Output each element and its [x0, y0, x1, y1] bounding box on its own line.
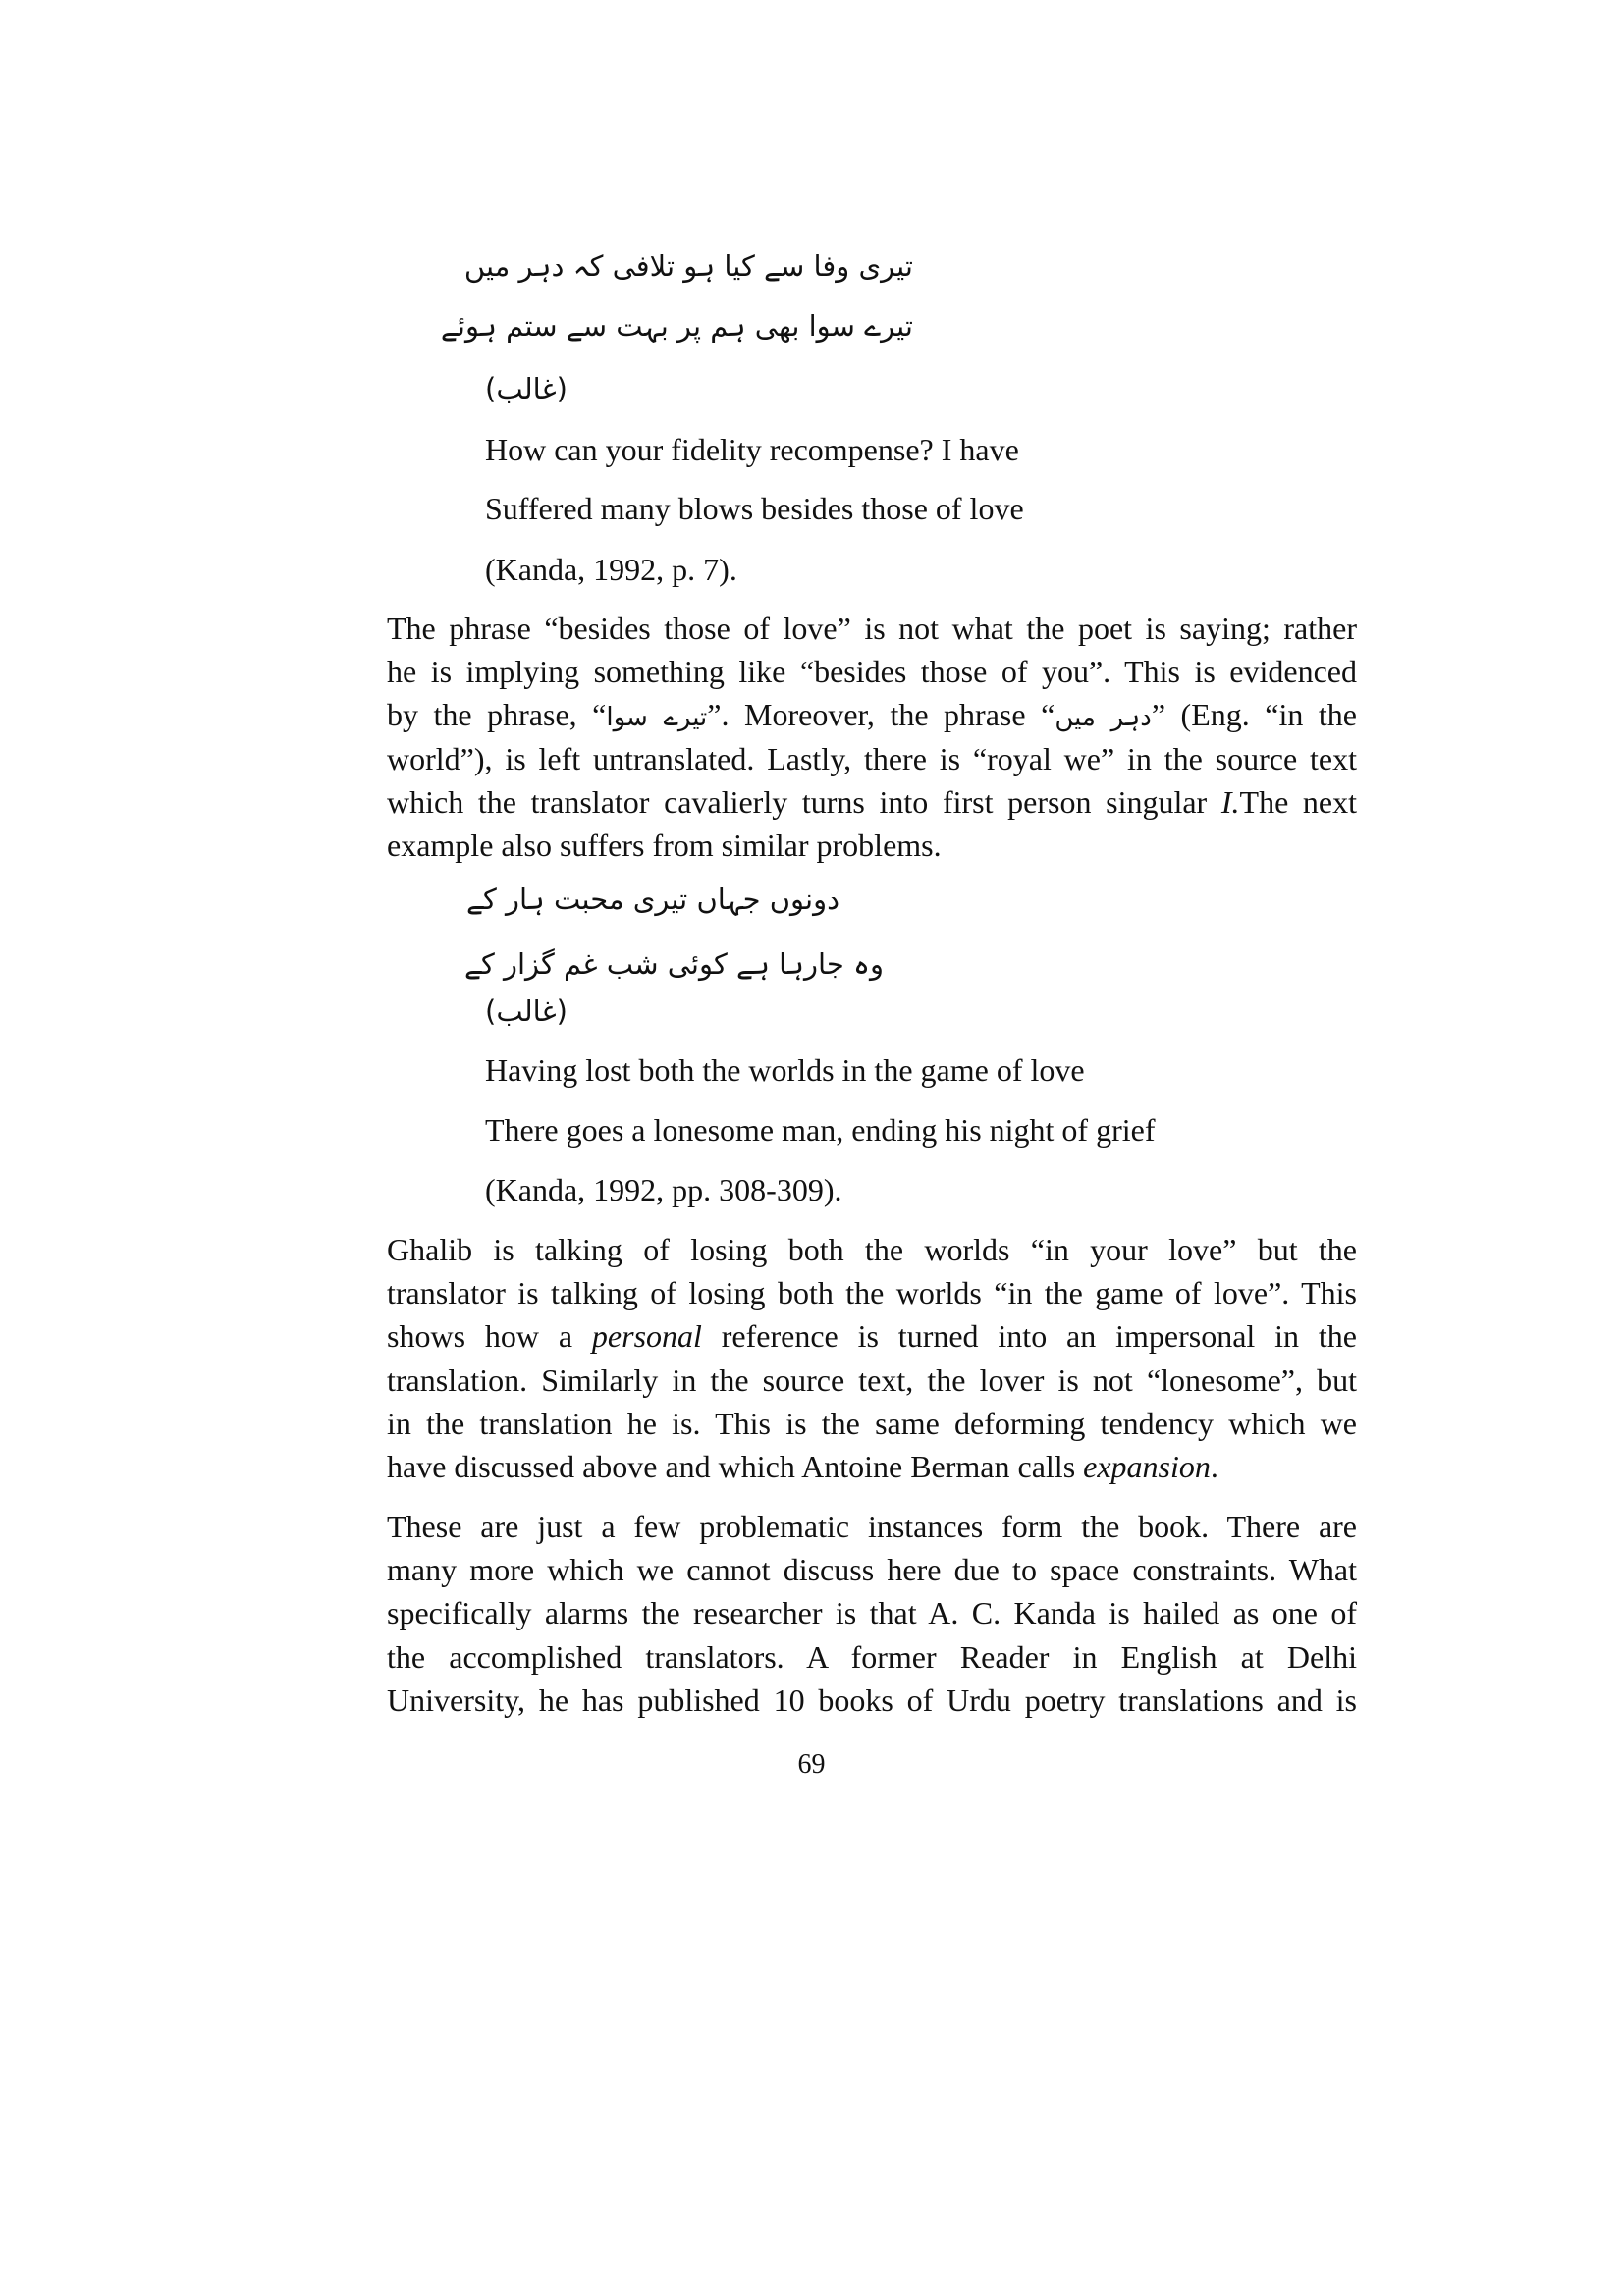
paragraph-2-line: in the translation he is. This is the same deforming tendency which we [387, 1405, 1357, 1441]
paragraph-1-line: example also suffers from similar problems. [387, 827, 942, 863]
verse1-urdu-line2: تیرے سوا بھی ہم پر بہت سے ستم ہوئے [440, 309, 913, 343]
paragraph-2-line: shows how a personal reference is turned into an impersonal in the [387, 1318, 1358, 1355]
paragraph-2-line: translator is talking of losing both the worlds “in the game of love”. This [387, 1275, 1357, 1311]
verse2-english-line1: Having lost both the worlds in the game of love [485, 1052, 1085, 1088]
verse1-citation: (Kanda, 1992, p. 7). [485, 552, 737, 587]
page-number: 69 [797, 1749, 826, 1780]
paragraph-3-line: many more which we cannot discuss here due to space constraints. What [387, 1552, 1357, 1588]
verse2-urdu-line1: دونوں جہاں تیری محبت ہار کے [465, 882, 839, 916]
paragraph-2-line: have discussed above and which Antoine Berman calls expansion. [387, 1448, 1218, 1484]
inline-urdu-phrase: دہر میں [1055, 703, 1152, 733]
paragraph-2-line: translation. Similarly in the source text, the lover is not “lonesome”, but [387, 1362, 1357, 1398]
paragraph-1-line: The phrase “besides those of love” is not what the poet is saying; rather [387, 611, 1357, 646]
paragraph-1-line: by the phrase, “تیرے سوا”. Moreover, the phrase “دہر میں” (Eng. “in the [387, 697, 1358, 733]
inline-urdu-phrase: تیرے سوا [606, 703, 708, 733]
paragraph-3-line: the accomplished translators. A former Reader in English at Delhi [387, 1638, 1357, 1675]
paragraph-1-line: he is implying something like “besides those of you”. This is evidenced [387, 654, 1357, 690]
paragraph-3 [387, 1505, 1357, 1722]
verse2-citation: (Kanda, 1992, pp. 308-309). [485, 1172, 842, 1207]
paragraph-3-line: These are just a few problematic instances form the book. There are [387, 1509, 1357, 1544]
verse1-urdu-line1: تیری وفا سے کیا ہو تلافی کہ دہر میں [463, 249, 913, 283]
verse1-english-line1: How can your fidelity recompense? I have [485, 432, 1019, 467]
verse1-english-line2: Suffered many blows besides those of love [485, 491, 1024, 526]
paragraph-1 [387, 607, 1357, 867]
verse2-english-line2: There goes a lonesome man, ending his night of grief [485, 1112, 1156, 1148]
paragraph-1-line: world”), is left untranslated. Lastly, there is “royal we” in the source text [387, 740, 1357, 776]
paragraph-2-line: Ghalib is talking of losing both the worlds “in your love” but the [387, 1232, 1357, 1267]
paragraph-1-line: which the translator cavalierly turns into first person singular I.The next [387, 783, 1358, 820]
paragraph-3-line: University, he has published 10 books of Urdu poetry translations and is [387, 1682, 1357, 1718]
verse2-urdu-attribution: (غالب) [485, 994, 568, 1028]
paragraph-2 [387, 1228, 1357, 1488]
paragraph-3-line: specifically alarms the researcher is that A. C. Kanda is hailed as one of [387, 1595, 1357, 1631]
verse1-urdu-attribution: (غالب) [485, 372, 568, 405]
verse2-urdu-line2: وہ جارہا ہے کوئی شب غم گزار کے [463, 947, 884, 981]
